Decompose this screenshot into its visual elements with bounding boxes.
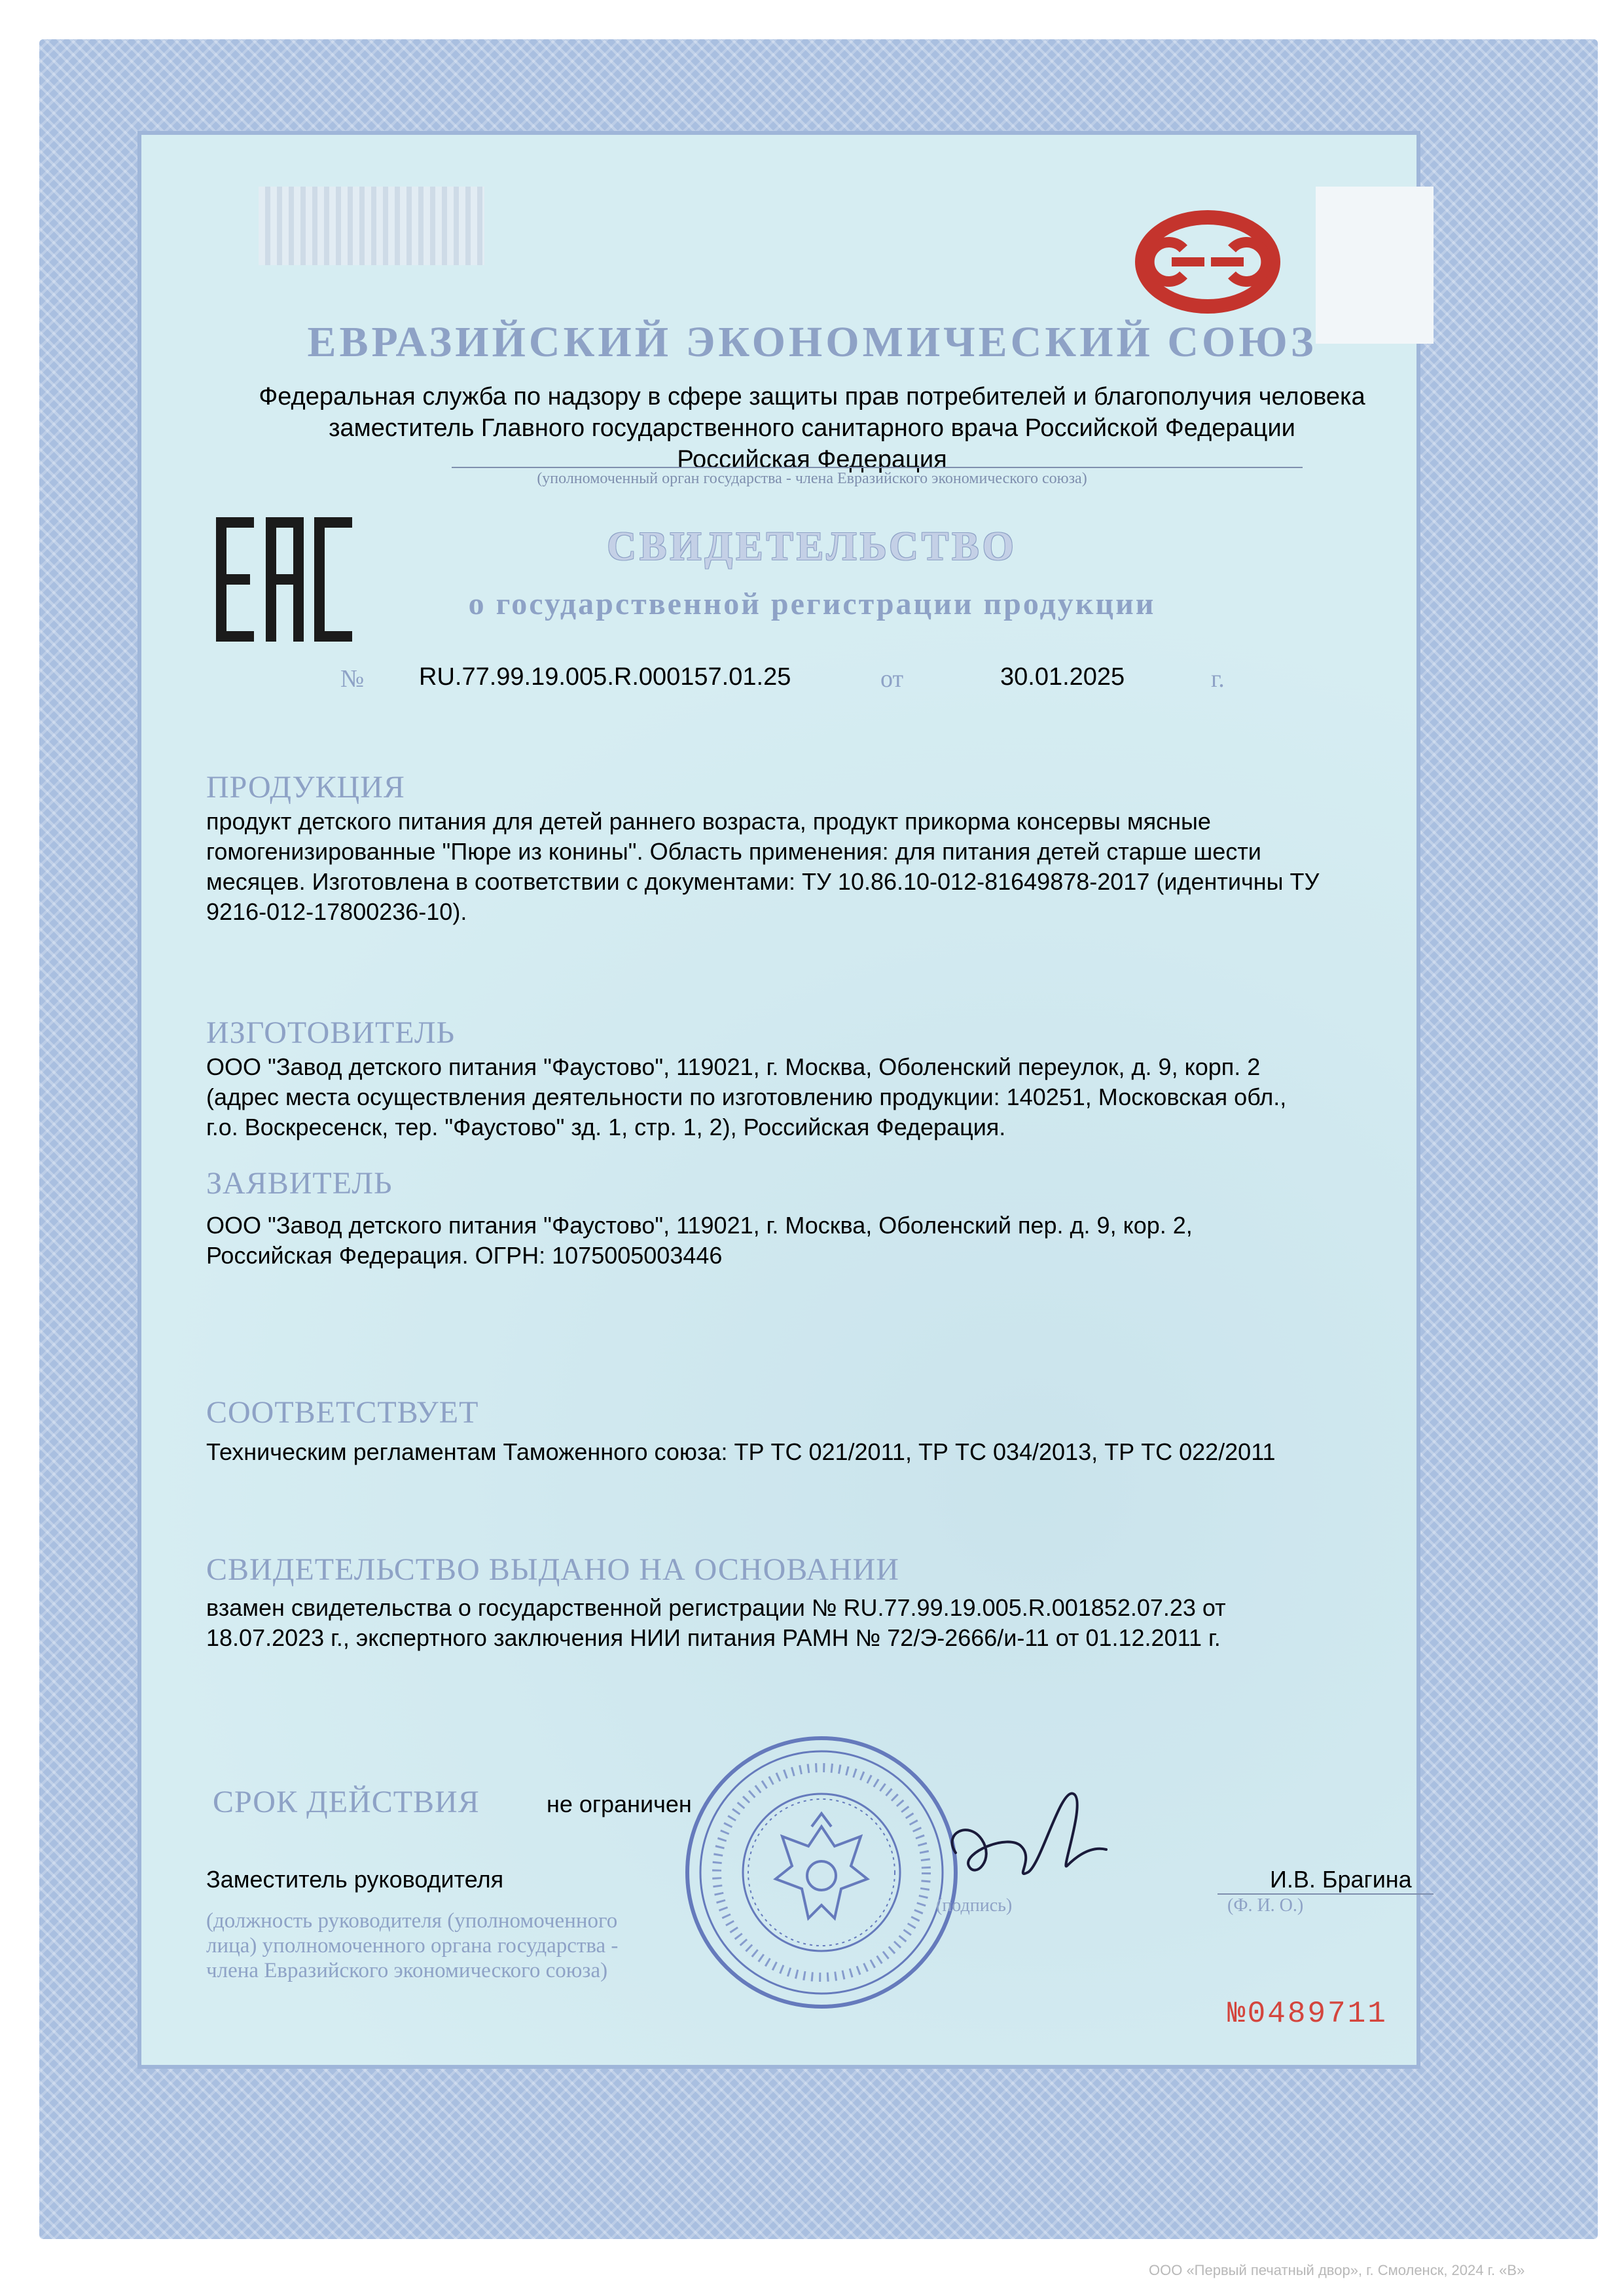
section-heading: СВИДЕТЕЛЬСТВО ВЫДАНО НА ОСНОВАНИИ — [206, 1552, 899, 1587]
date-suffix: г. — [1211, 665, 1225, 693]
note-line: (должность руководителя (уполномоченного — [206, 1909, 618, 1933]
section-body — [206, 1052, 1450, 1142]
union-heading: ЕВРАЗИЙСКИЙ ЭКОНОМИЧЕСКИЙ СОЮЗ — [307, 318, 1317, 366]
certificate-title: СВИДЕТЕЛЬСТВО — [607, 524, 1017, 569]
certificate-subtitle: о государственной регистрации продукции — [468, 587, 1156, 621]
section-body — [206, 807, 1450, 927]
body-line: 18.07.2023 г., экспертного заключения НИИ питания РАМН № 72/Э-2666/и-11 от 01.12.2011 г. — [206, 1624, 1221, 1651]
signer-name: И.В. Брагина — [1270, 1866, 1412, 1893]
body-line: (адрес места осуществления деятельности по изготовлению продукции: 140251, Московская обл., — [206, 1084, 1287, 1110]
note-line: члена Евразийского экономического союза) — [206, 1959, 608, 1982]
agency-line-1: Федеральная служба по надзору в сфере защиты прав потребителей и благополучия человека — [259, 383, 1365, 410]
ce-mark-icon — [1132, 210, 1283, 314]
validity-heading: СРОК ДЕЙСТВИЯ — [213, 1785, 480, 1819]
registration-number: RU.77.99.19.005.R.000157.01.25 — [419, 663, 791, 691]
section-heading: ИЗГОТОВИТЕЛЬ — [206, 1015, 456, 1050]
section-conformity — [206, 1394, 1450, 1467]
body-line: Техническим регламентам Таможенного союза: ТР ТС 021/2011, ТР ТС 034/2013, ТР ТС 022/2011 — [206, 1438, 1276, 1465]
body-line: г.о. Воскресенск, тер. "Фаустово" зд. 1, стр. 1, 2), Российская Федерация. — [206, 1114, 1006, 1140]
signature-label: (подпись) — [936, 1895, 1013, 1916]
section-heading: ЗАЯВИТЕЛЬ — [206, 1166, 393, 1201]
date-prefix: от — [880, 665, 904, 693]
name-underline — [1218, 1893, 1434, 1895]
number-sign: № — [340, 665, 365, 693]
section-body — [206, 1437, 1450, 1467]
signer-position: Заместитель руководителя — [206, 1866, 504, 1893]
body-line: 9216-012-17800236-10). — [206, 898, 467, 925]
section-heading: ПРОДУКЦИЯ — [206, 770, 405, 805]
agency-line-2: заместитель Главного государственного санитарного врача Российской Федерации — [329, 414, 1295, 442]
section-body — [206, 1211, 1450, 1271]
section-basis — [206, 1552, 1450, 1653]
validity-value: не ограничен — [547, 1791, 692, 1817]
section-product — [206, 769, 1450, 927]
note-line: лица) уполномоченного органа государства - — [206, 1934, 619, 1958]
section-manufacturer — [206, 1015, 1450, 1142]
printer-imprint: ООО «Первый печатный двор», г. Смоленск, 2024 г. «В» — [1149, 2262, 1525, 2278]
agency-note: (уполномоченный орган государства - члена Евразийского экономического союза) — [537, 470, 1087, 487]
body-line: продукт детского питания для детей раннего возраста, продукт прикорма консервы мясные — [206, 808, 1211, 835]
agency-line-3: Российская Федерация — [677, 446, 947, 473]
body-line: Российская Федерация. ОГРН: 1075005003446 — [206, 1242, 723, 1269]
body-line: гомогенизированные "Пюре из конины". Область применения: для питания детей старше шести — [206, 838, 1261, 865]
agency-block — [0, 381, 1624, 475]
section-heading: СООТВЕТСТВУЕТ — [206, 1395, 479, 1430]
signature-scribble — [929, 1768, 1126, 1899]
agency-underline — [452, 467, 1303, 468]
body-line: взамен свидетельства о государственной регистрации № RU.77.99.19.005.R.001852.07.23 от — [206, 1594, 1226, 1621]
body-line: ООО "Завод детского питания "Фаустово", 119021, г. Москва, Оболенский переулок, д. 9, корп. 2 — [206, 1053, 1261, 1080]
body-line: ООО "Завод детского питания "Фаустово", 119021, г. Москва, Оболенский пер. д. 9, кор. 2, — [206, 1212, 1193, 1239]
fio-label: (Ф. И. О.) — [1227, 1895, 1304, 1916]
section-applicant — [206, 1165, 1450, 1271]
registration-date: 30.01.2025 — [1000, 663, 1125, 691]
section-body — [206, 1593, 1450, 1653]
hologram-sticker — [259, 187, 484, 265]
position-note — [206, 1908, 861, 1983]
serial-number: №0489711 — [1227, 1997, 1388, 2031]
eagle-emblem-icon — [776, 1813, 867, 1918]
body-line: месяцев. Изготовлена в соответствии с документами: ТУ 10.86.10-012-81649878-2017 (идентичны ТУ — [206, 868, 1320, 895]
